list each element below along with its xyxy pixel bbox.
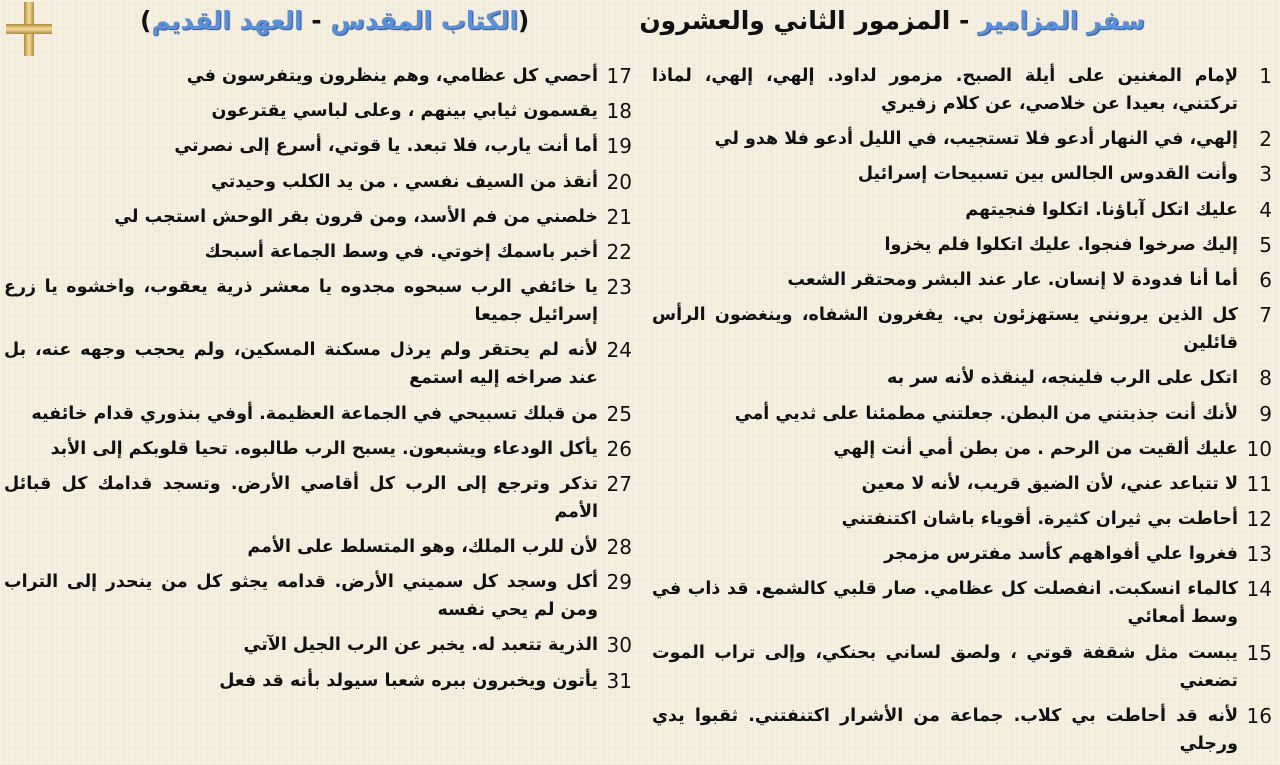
verse [4, 132, 632, 160]
verse-text: يا خائفي الرب سبحوه مجدوه يا معشر ذرية يعقوب، واخشوه يا زرع إسرائيل جميعا [4, 277, 598, 326]
verse-text: إليك صرخوا فنجوا. عليك اتكلوا فلم يخزوا [884, 234, 1238, 255]
verse-number: 27 [606, 471, 632, 496]
verse-text: يبست مثل شقفة قوتي ، ولصق لساني بحنكي، وإلى تراب الموت تضعني [652, 642, 1238, 691]
verse [4, 97, 632, 125]
verse [4, 62, 632, 90]
verse [652, 435, 1272, 463]
verse [4, 168, 632, 196]
cross-horizontal [6, 24, 52, 34]
verse [652, 196, 1272, 224]
verse [4, 631, 632, 659]
verse-number: 26 [606, 436, 632, 461]
verse [652, 470, 1272, 498]
verse-number: 3 [1259, 162, 1272, 187]
verse [652, 301, 1272, 357]
title-separator: - [950, 6, 979, 35]
verse [652, 702, 1272, 758]
verse-text: خلصني من فم الأسد، ومن قرون بقر الوحش استجب لي [114, 206, 598, 227]
verse [652, 505, 1272, 533]
verse-text: أنقذ من السيف نفسي . من يد الكلب وحيدتي [211, 171, 598, 192]
verse [4, 336, 632, 392]
verse [4, 470, 632, 526]
logo [6, 2, 52, 56]
verse [652, 160, 1272, 188]
verse-text: أخبر باسمك إخوتي. في وسط الجماعة أسبحك [204, 241, 598, 262]
verse [652, 62, 1272, 118]
verse-text: الذرية تتعبد له. يخبر عن الرب الجيل الآتي [243, 635, 598, 656]
verse-text: عليك اتكل آباؤنا. اتكلوا فنجيتهم [965, 199, 1238, 220]
source-title [140, 6, 529, 35]
verse-text: لأن للرب الملك، وهو المتسلط على الأمم [247, 537, 598, 558]
verse [4, 435, 632, 463]
verse-number: 7 [1259, 303, 1272, 328]
paren-close: ) [140, 6, 152, 35]
verse [4, 400, 632, 428]
paren-open: ( [517, 6, 530, 35]
verse-number: 9 [1259, 401, 1272, 426]
verse-number: 28 [606, 535, 632, 560]
verse-number: 22 [606, 239, 632, 264]
verse [4, 533, 632, 561]
verse-number: 5 [1259, 232, 1272, 257]
verse-number: 29 [606, 570, 632, 595]
verse-number: 12 [1246, 507, 1272, 532]
verse-text: تذكر وترجع إلى الرب كل أقاصي الأرض. وتسجد قدامك كل قبائل الأمم [4, 473, 598, 522]
book-name: سفر المزامير [978, 6, 1145, 35]
verse-number: 18 [606, 99, 632, 124]
verse-number: 6 [1259, 267, 1272, 292]
verse-number: 20 [606, 169, 632, 194]
verse-text: يقسمون ثيابي بينهم ، وعلى لباسي يقترعون [211, 101, 598, 122]
verse-number: 19 [606, 134, 632, 159]
verse-text: اتكل على الرب فلينجه، لينقذه لأنه سر به [886, 368, 1238, 389]
verse-number: 31 [606, 668, 632, 693]
verse [652, 266, 1272, 294]
verse [4, 667, 632, 695]
verse-text: لا تتباعد عني، لأن الضيق قريب، لأنه لا معين [861, 473, 1238, 494]
verse [4, 568, 632, 624]
verse-text: أكل وسجد كل سميني الأرض. قدامه يجثو كل من ينحدر إلى التراب ومن لم يحي نفسه [4, 572, 598, 621]
verse-number: 23 [606, 275, 632, 300]
verses-column-right [652, 62, 1272, 765]
verse-text: عليك ألقيت من الرحم . من بطن أمي أنت إلهي [833, 438, 1238, 459]
verse [652, 364, 1272, 392]
verse-text: أما أنت يارب، فلا تبعد. يا قوتي، أسرع إلى نصرتي [174, 136, 598, 157]
verse-text: لأنه لم يحتقر ولم يرذل مسكنة المسكين، ولم يحجب وجهه عنه، بل عند صراخه إليه استمع [4, 340, 598, 389]
verse [652, 575, 1272, 631]
verse-number: 11 [1246, 471, 1272, 496]
source-separator: - [302, 6, 331, 35]
verse-text: وأنت القدوس الجالس بين تسبيحات إسرائيل [857, 164, 1238, 185]
verse-number: 8 [1259, 366, 1272, 391]
verse-number: 4 [1259, 197, 1272, 222]
verse [652, 231, 1272, 259]
verse [4, 203, 632, 231]
verse-text: أحاطت بي ثيران كثيرة. أقوياء باشان اكتنفتني [841, 509, 1238, 530]
verse-text: لأنك أنت جذبتني من البطن. جعلتني مطمئنا على ثديي أمي [734, 403, 1238, 424]
verse-number: 15 [1246, 640, 1272, 665]
verse-number: 1 [1259, 64, 1272, 88]
verse [4, 273, 632, 329]
verse-number: 30 [606, 633, 632, 658]
verse [4, 238, 632, 266]
verse-number: 17 [606, 64, 632, 88]
verse [652, 540, 1272, 568]
verse-text: من قبلك تسبيحي في الجماعة العظيمة. أوفي بنذوري قدام خائفيه [31, 403, 598, 424]
verse-text: كالماء انسكبت. انفصلت كل عظامي. صار قلبي كالشمع. قد ذاب في وسط أمعائي [652, 579, 1238, 628]
verse-number: 24 [606, 338, 632, 363]
verse-text: لإمام المغنين على أيلة الصبح. مزمور لداود. إلهي، إلهي، لماذا تركتني، بعيدا عن خلاصي، عن كلام زفيري [652, 66, 1238, 114]
verse-text: إلهي، في النهار أدعو فلا تستجيب، في الليل أدعو فلا هدو لي [714, 129, 1238, 150]
verse-number: 10 [1246, 436, 1272, 461]
verse-text: يأكل الودعاء ويشبعون. يسبح الرب طالبوه. تحيا قلوبكم إلى الأبد [50, 438, 598, 459]
verse-text: يأتون ويخبرون ببره شعبا سيولد بأنه قد فعل [219, 670, 598, 691]
verse-number: 16 [1246, 703, 1272, 728]
source-bible: الكتاب المقدس [330, 6, 518, 35]
verse [652, 125, 1272, 153]
verse-text: أما أنا فدودة لا إنسان. عار عند البشر ومحتقر الشعب [787, 269, 1238, 290]
verse-number: 13 [1246, 542, 1272, 567]
page-title [639, 6, 1145, 35]
verse-number: 2 [1259, 127, 1272, 152]
verses-column-left [4, 62, 632, 702]
verse-number: 25 [606, 401, 632, 426]
source-testament: العهد القديم [151, 6, 303, 35]
verse-text: كل الذين يرونني يستهزئون بي. يفغرون الشفاه، وينغضون الرأس قائلين [652, 305, 1238, 354]
verse-text: لأنه قد أحاطت بي كلاب. جماعة من الأشرار اكتنفتني. ثقبوا يدي ورجلي [652, 705, 1238, 754]
verse-text: فغروا علي أفواههم كأسد مفترس مزمجر [884, 544, 1238, 565]
verse-number: 21 [606, 204, 632, 229]
verse [652, 639, 1272, 695]
verse-text: أحصي كل عظامي، وهم ينظرون ويتفرسون في [186, 66, 598, 86]
verse [652, 400, 1272, 428]
chapter-name: المزمور الثاني والعشرون [639, 6, 951, 35]
verse-number: 14 [1246, 577, 1272, 602]
